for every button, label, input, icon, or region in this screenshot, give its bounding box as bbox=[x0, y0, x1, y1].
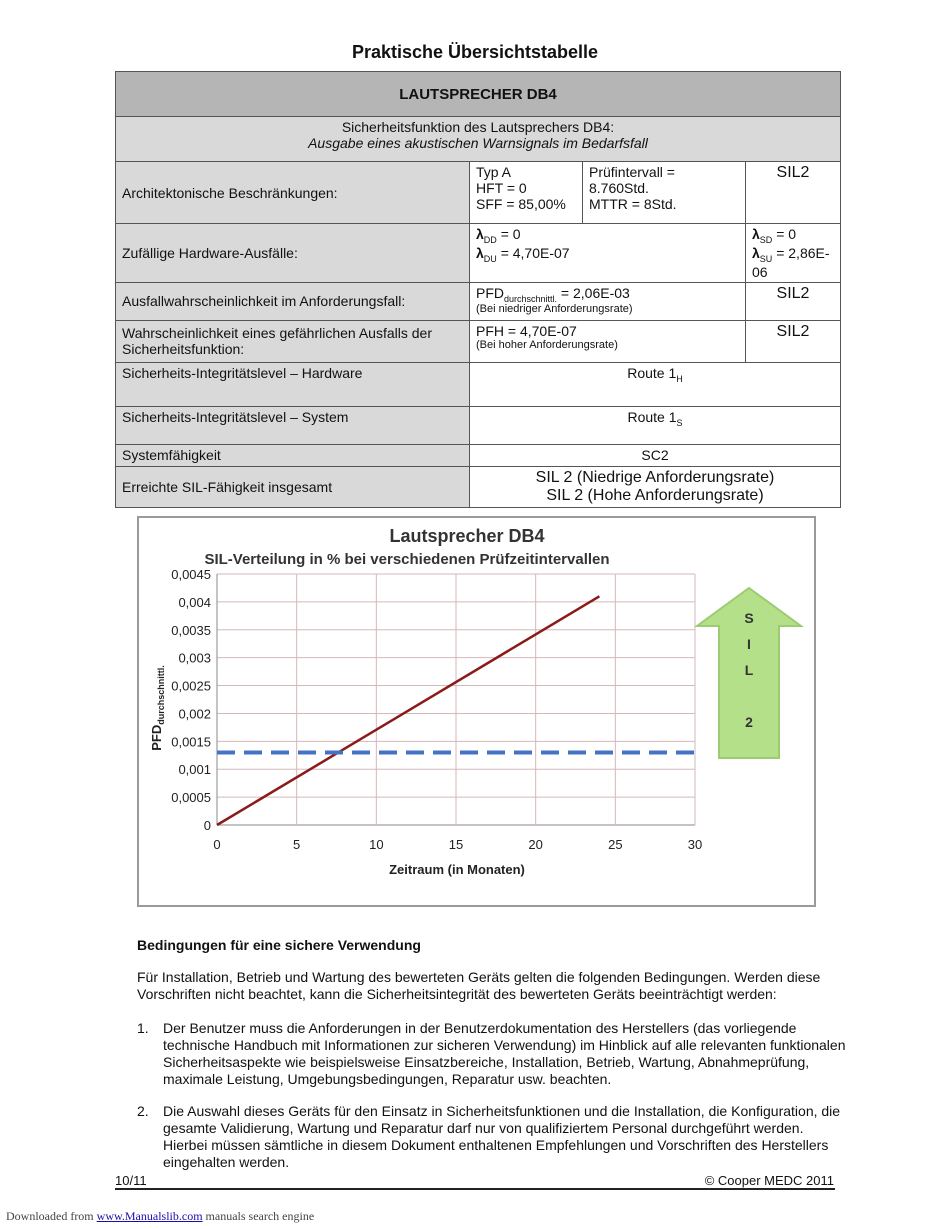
manualslib-link[interactable]: www.Manualslib.com bbox=[96, 1209, 203, 1223]
hw-label: Zufällige Hardware-Ausfälle: bbox=[116, 224, 470, 283]
arch-mttr: MTTR = 8Std. bbox=[589, 196, 677, 212]
sysf-value: SC2 bbox=[470, 444, 841, 466]
lambda-su: $\lambda_{SU} = 2,86E-06$ bbox=[752, 244, 830, 280]
chart-title: Lautsprecher DB4 bbox=[389, 526, 545, 546]
hw-lambda-s-cell bbox=[746, 224, 841, 283]
arch-pruef-value: 8.760Std. bbox=[589, 180, 649, 196]
pfh-note: (Bei hoher Anforderungsrate) bbox=[476, 338, 618, 351]
x-tick-label: 25 bbox=[608, 837, 623, 852]
y-tick-label: 0,004 bbox=[178, 594, 211, 610]
download-note bbox=[6, 1209, 314, 1224]
footer-divider bbox=[115, 1188, 835, 1190]
safety-function-header bbox=[116, 117, 841, 162]
y-tick-label: 0,002 bbox=[178, 706, 211, 722]
pfd-label: Ausfallwahrscheinlichkeit im Anforderungsfall: bbox=[116, 282, 470, 320]
condition-line: Hierbei müssen sämtliche in diesem Dokument enthaltenen Empfehlungen und Vorschriften des Herstellers bbox=[163, 1137, 829, 1153]
pfh-sil: SIL2 bbox=[746, 320, 841, 362]
condition-line: Der Benutzer muss die Anforderungen in der Benutzerdokumentation des Herstellers (das vorliegende bbox=[163, 1020, 797, 1036]
arch-sff: SFF = 85,00% bbox=[476, 196, 566, 212]
sil-sys-label: Sicherheits-Integritätslevel – System bbox=[116, 406, 470, 444]
x-tick-label: 15 bbox=[448, 837, 464, 852]
lambda-dd: $\lambda_{DD} = 0$ bbox=[476, 226, 521, 245]
pfh-cell bbox=[470, 320, 746, 362]
safety-function-title: Sicherheitsfunktion des Lautsprechers DB4: bbox=[341, 119, 615, 135]
pfd-note: (Bei niedriger Anforderungsrate) bbox=[476, 303, 633, 316]
chart-subtitle: SIL-Verteilung in % bei verschiedenen Prüfzeitintervallen bbox=[204, 551, 610, 568]
sil-hw-value: Route $1_H$ bbox=[470, 362, 841, 406]
sil-hw-label: Sicherheits-Integritätslevel – Hardware bbox=[116, 362, 470, 406]
page-title: Praktische Übersichtstabelle bbox=[351, 42, 599, 62]
x-tick-label: 30 bbox=[687, 837, 703, 852]
y-tick-label: 0,0035 bbox=[171, 622, 211, 638]
hw-lambda-d-cell bbox=[470, 224, 746, 283]
y-tick-label: 0,0045 bbox=[171, 567, 211, 582]
sil-arrow bbox=[697, 588, 801, 758]
download-prefix: Downloaded from bbox=[6, 1209, 94, 1223]
pfd-value: $PFD_{durchschnittl.} = 2,06E-03$ bbox=[476, 284, 630, 304]
sil-arrow-char: I bbox=[747, 636, 751, 652]
conditions-intro-line1: Für Installation, Betrieb und Wartung des bewerteten Geräts gelten die folgenden Bedingungen. Werden diese bbox=[137, 969, 821, 985]
sil-arrow-char: 2 bbox=[745, 714, 753, 730]
arch-sil: SIL2 bbox=[746, 162, 841, 224]
condition-text bbox=[163, 1103, 863, 1171]
total-value-high: SIL 2 (Hohe Anforderungsrate) bbox=[546, 486, 764, 504]
conditions-heading: Bedingungen für eine sichere Verwendung bbox=[137, 937, 421, 953]
condition-line: technische Handbuch mit Informationen zur sicheren Verwendung) im Hinblick auf alle relevanten funktionalen bbox=[163, 1037, 846, 1053]
page-number: 10/11 bbox=[115, 1173, 147, 1188]
sil-arrow-char: S bbox=[744, 610, 754, 626]
sysf-label: Systemfähigkeit bbox=[116, 444, 470, 466]
pfd-cell bbox=[470, 282, 746, 320]
pfd-chart bbox=[137, 516, 816, 907]
arch-pruef-label: Prüfintervall = bbox=[589, 164, 675, 180]
condition-number: 1. bbox=[137, 1020, 149, 1036]
arch-type-cell bbox=[470, 162, 583, 224]
chart-ticks bbox=[171, 567, 702, 852]
condition-line: maximale Leistung, Umgebungsbedingungen, Reparatur usw. beachten. bbox=[163, 1071, 612, 1087]
lambda-sd: $\lambda_{SD} = 0$ bbox=[752, 226, 797, 245]
arch-interval-cell bbox=[583, 162, 746, 224]
x-tick-label: 10 bbox=[369, 837, 384, 852]
y-tick-label: 0,001 bbox=[178, 762, 211, 778]
condition-line: gesamte Validierung, Wartung und Reparatur darf nur von qualifiziertem Personal durchgeführt werden. bbox=[163, 1120, 804, 1136]
safety-function-description: Ausgabe eines akustischen Warnsignals im Bedarfsfall bbox=[308, 135, 648, 151]
chart-xlabel: Zeitraum (in Monaten) bbox=[389, 862, 525, 877]
arch-hft: HFT = 0 bbox=[476, 180, 527, 196]
pfh-value: PFH = 4,70E-07 bbox=[476, 322, 577, 339]
total-label: Erreichte SIL-Fähigkeit insgesamt bbox=[116, 466, 470, 507]
chart-svg bbox=[139, 518, 814, 905]
chart-ylabel: $PFD_{durchschnittl.}$ bbox=[149, 665, 166, 751]
conditions-intro-line2: Vorschriften nicht beachtet, kann die Sicherheitsintegrität des bewerteten Geräts beeinträchtigt werden: bbox=[137, 986, 777, 1002]
x-tick-label: 5 bbox=[293, 837, 301, 852]
pfd-series-line bbox=[217, 596, 599, 825]
y-tick-label: 0 bbox=[203, 818, 211, 833]
total-value bbox=[470, 466, 841, 507]
conditions-intro bbox=[137, 969, 847, 1003]
arch-typ: Typ A bbox=[476, 164, 512, 180]
y-tick-label: 0,003 bbox=[178, 650, 211, 666]
condition-line: eingehalten werden. bbox=[163, 1154, 290, 1170]
total-value-low: SIL 2 (Niedrige Anforderungsrate) bbox=[535, 468, 775, 486]
y-tick-label: 0,0015 bbox=[171, 734, 211, 750]
sil-arrow-char: L bbox=[744, 662, 754, 678]
lambda-du: $\lambda_{DU} = 4,70E-07$ bbox=[476, 244, 570, 264]
condition-line: Die Auswahl dieses Geräts für den Einsatz in Sicherheitsfunktionen und die Installation, die Konfiguration, die bbox=[163, 1103, 841, 1119]
download-suffix: manuals search engine bbox=[205, 1209, 315, 1223]
arch-label: Architektonische Beschränkungen: bbox=[116, 162, 470, 224]
y-tick-label: 0,0005 bbox=[171, 790, 211, 806]
table-header: LAUTSPRECHER DB4 bbox=[116, 72, 841, 117]
y-tick-label: 0,0025 bbox=[171, 678, 211, 694]
sil-summary-table bbox=[115, 71, 841, 508]
sil-sys-value: Route $1_S$ bbox=[470, 406, 841, 444]
x-tick-label: 20 bbox=[528, 837, 543, 852]
condition-line: Sicherheitsaspekte wie beispielsweise Einsatzbereiche, Installation, Betrieb, Wartung, Abnahmeprüfung, bbox=[163, 1054, 810, 1070]
condition-number: 2. bbox=[137, 1103, 149, 1119]
copyright: © Cooper MEDC 2011 bbox=[704, 1173, 834, 1188]
chart-grid bbox=[217, 574, 695, 825]
x-tick-label: 0 bbox=[213, 837, 221, 852]
condition-text bbox=[163, 1020, 863, 1088]
pfd-sil: SIL2 bbox=[746, 282, 841, 320]
pfh-label: Wahrscheinlichkeit eines gefährlichen Ausfalls der Sicherheitsfunktion: bbox=[116, 320, 470, 362]
chart-ylabel-group bbox=[149, 665, 166, 751]
